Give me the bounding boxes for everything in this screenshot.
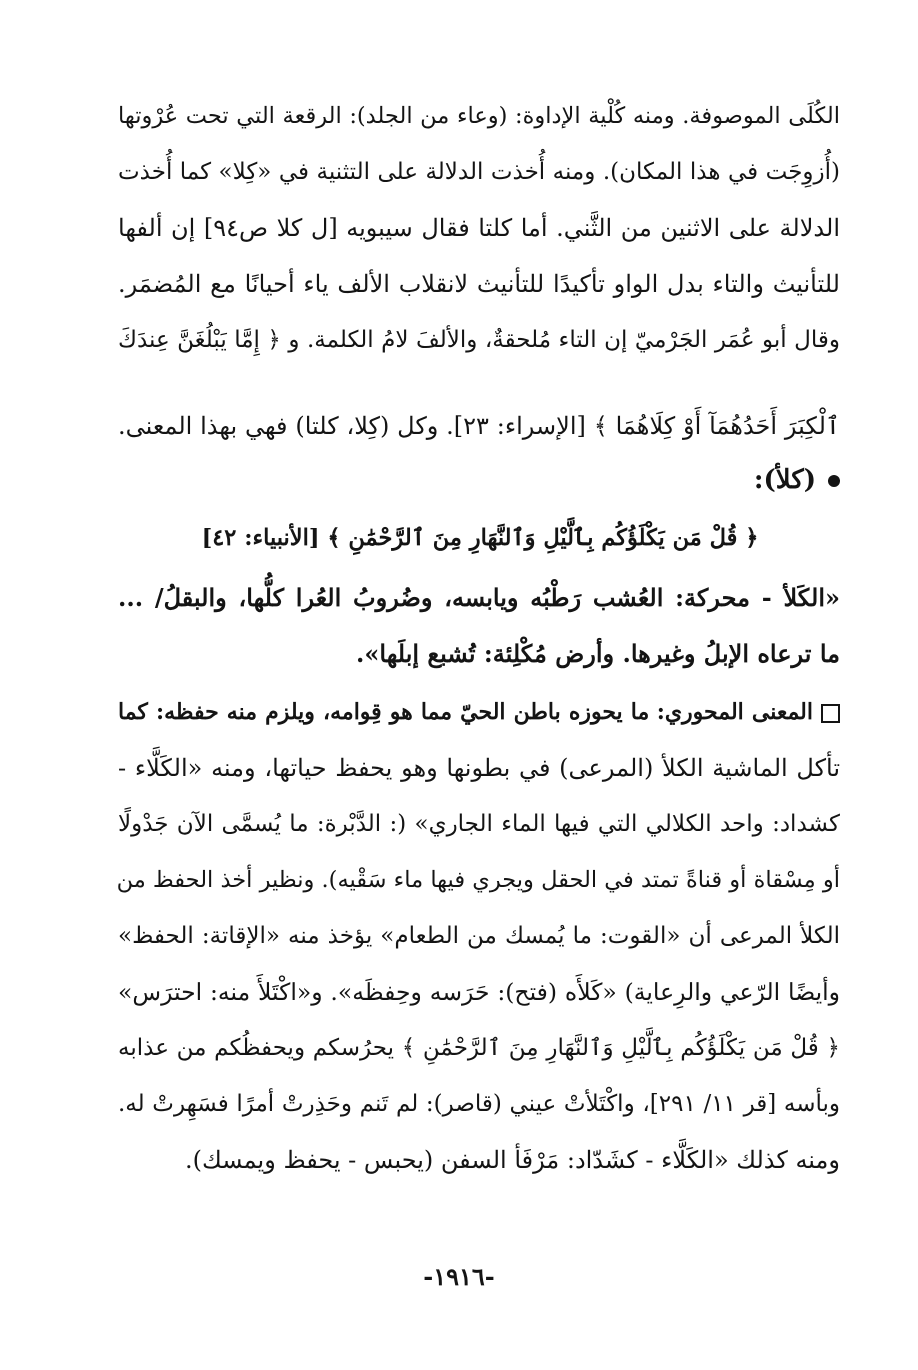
page-number: -١٩١٦- [423,1262,495,1291]
text-line: وأيضًا الرّعي والرِعاية) «كَلأَه (فتح): حَرَسه وحِفظَه». و«اكْتَلأَ منه: احترَس» [118,978,840,1006]
text-line: وقال أبو عُمَر الجَرْميّ إن التاء مُلحقةٌ، والألفَ لامُ الكلمة. و ﴿ إِمَّا يَبْلُغَنَّ عِندَكَ [118,327,840,353]
meaning-first-rest: ما يحوزه باطن الحيّ مما هو قِوامه، ويلزم منه حفظه: كما [118,699,650,725]
entry-heading-text: (كلأ): [753,465,816,495]
text-line: أو مِسْقاة أو قناةً تمتد في الحقل ويجري فيها ماء سَقْيه). ونظير أخذ الحفظ من [116,867,840,893]
text-line: الكلأ المرعى أن «القوت: ما يُمسك من الطعام» يؤخذ منه «الإقاتة: الحفظ» [118,923,840,949]
text-line: وبأسه [قر ١١/ ٢٩١]، واكْتَلأتْ عيني (قاصر): لم تَنم وحَذِرتْ أمرًا فسَهِرتْ له. [118,1091,841,1117]
text-line: ٱلْكِبَرَ أَحَدُهُمَآ أَوْ كِلَاهُمَا ﴾ [الإسراء: ٢٣]. وكل (كِلا، كلتا) فهي بهذا المعنى. [118,412,840,440]
text-line: (أُزوِجَت في هذا المكان). ومنه أُخذت الدلالة على التثنية في «كِلا» كما أُخذت [118,159,840,185]
bullet-icon [828,475,840,487]
text-line: ومنه كذلك «الكَلَّاء - كشَدّاد: مَرْفَأ السفن (يحبس - يحفظ ويمسك). [185,1146,840,1174]
meaning-label: المعنى المحوري: [656,699,813,725]
definition-line: «الكَلأ - محركة: العُشب رَطْبُه ويابسه، وضُروبُ العُرا كلُّها، والبقلُ/ ... [118,583,840,612]
square-icon [821,704,840,723]
definition-line: ما ترعاه الإبلُ وغيرها. وأرض مُكْلِئة: تُشبع إبلَها». [356,639,840,668]
text-line: كشداد: واحد الكلالي التي فيها الماء الجاري» (: الدَّبْرة: ما يُسمَّى الآن جَدْولًا [118,811,840,837]
text-line: ﴿ قُلْ مَن يَكْلَؤُكُم بِٱلَّيْلِ وَٱلنَّهَارِ مِنَ ٱلرَّحْمَٰنِ ﴾ يحرُسكم ويحفظُكم من عذابه [118,1035,840,1061]
entry-heading [754,460,840,500]
text-line: تأكل الماشية الكلأ (المرعى) في بطونها وهو يحفظ حياتها، ومنه «الكَلَّاء - [118,754,840,782]
quran-verse: ﴿ قُلْ مَن يَكْلَؤُكُم بِٱلَّيْلِ وَٱلنَّهَارِ مِنَ ٱلرَّحْمَٰنِ ﴾ [الأنبياء: ٤٢] [201,525,759,551]
text-line: الدلالة على الاثنين من الثَّني. أما كلتا فقال سيبويه [ل كلا ص٩٤] إن ألفها [118,214,840,242]
text-line: الكُلَى الموصوفة. ومنه كُلْية الإداوة: (وعاء من الجلد): الرقعة التي تحت عُرْوتها [118,103,840,129]
text-line: للتأنيث والتاء بدل الواو تأكيدًا للتأنيث لانقلاب الألف ياء أحيانًا مع المُضمَر. [118,270,840,298]
meaning-first-line [118,692,840,732]
